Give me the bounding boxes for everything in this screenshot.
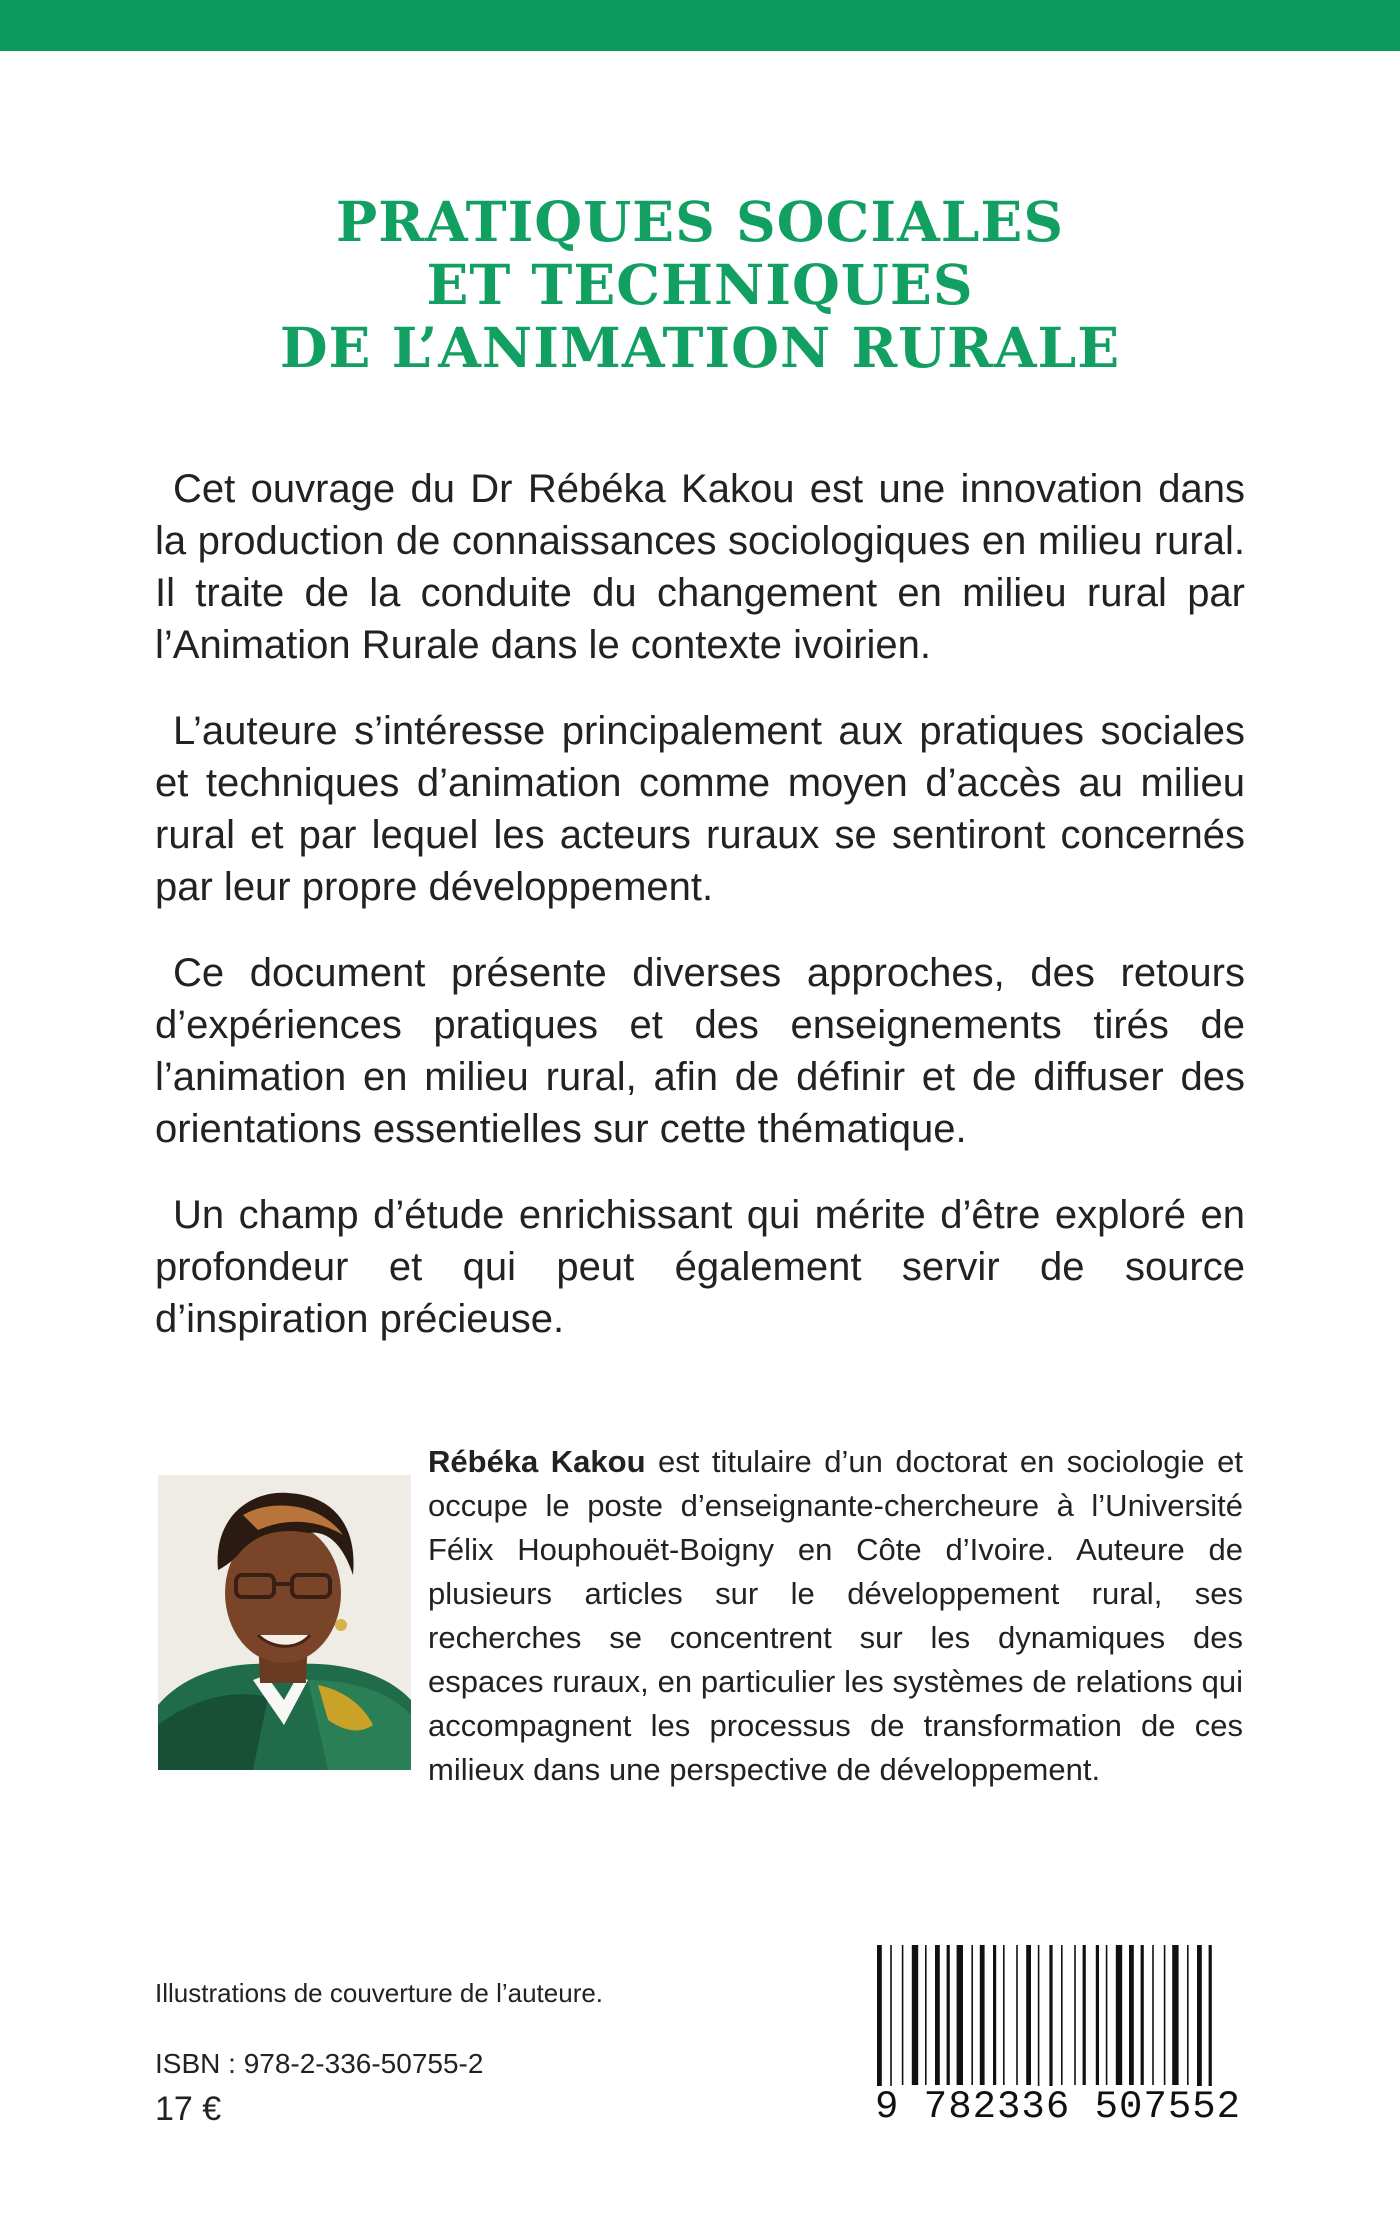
blurb-paragraph-1: Cet ouvrage du Dr Rébéka Kakou est une innovation dans la production de connaissances sociologiques en milieu rural. Il traite de la conduite du changement en milieu rural par l’Animation Rurale dans le contexte ivoirien.	[155, 467, 1245, 667]
title-line-2: ET TECHNIQUES	[426, 252, 974, 317]
barcode-bar	[1016, 1945, 1018, 2085]
barcode-digits: 9 782336 507552	[875, 2086, 1245, 2128]
barcode-bar	[1164, 1945, 1166, 2085]
barcode-bar	[925, 1945, 927, 2085]
barcode-bar	[1187, 1945, 1189, 2085]
barcode-bar	[1074, 1945, 1076, 2085]
title-line-3: DE L’ANIMATION RURALE	[279, 315, 1121, 380]
barcode-bar	[1096, 1945, 1099, 2085]
back-cover-blurb	[155, 463, 1245, 1379]
barcode-bar	[1106, 1945, 1108, 2085]
barcode-bar	[935, 1945, 940, 2085]
author-portrait-illustration	[158, 1475, 411, 1770]
blurb-paragraph-3: Ce document présente diverses approches, des retours d’expériences pratiques et des enseignements tirés de l’animation en milieu rural, afin de définir et de diffuser des orientations essentielles sur cette thématique.	[155, 951, 1245, 1151]
barcode-bar	[1116, 1945, 1122, 2085]
barcode-bar	[1061, 1945, 1063, 2085]
barcode-bar	[1152, 1945, 1154, 2085]
barcode-bar	[902, 1945, 904, 2085]
barcode-bar	[957, 1945, 963, 2085]
author-photo	[158, 1475, 411, 1770]
barcode-bar	[993, 1945, 996, 2085]
top-green-band	[0, 0, 1400, 51]
barcode-bar	[1129, 1945, 1134, 2085]
blurb-paragraph-2: L’auteure s’intéresse principalement aux pratiques sociales et techniques d’animation comme moyen d’accès au milieu rural et par lequel les acteurs ruraux se sentiront concernés par leur propre développement.	[155, 709, 1245, 909]
isbn: ISBN : 978-2-336-50755-2	[155, 2048, 484, 2079]
illustration-credits: Illustrations de couverture de l’auteure.	[155, 1978, 604, 2008]
author-bio	[428, 1440, 1243, 1792]
book-title	[0, 190, 1400, 379]
barcode-bar	[1172, 1945, 1178, 2085]
barcode-bar	[947, 1945, 950, 2085]
barcode-bar	[1003, 1945, 1005, 2085]
price: 17 €	[155, 2090, 222, 2128]
barcode-bar	[980, 1945, 985, 2085]
barcode-bar	[971, 1945, 973, 2085]
barcode-bar	[1026, 1945, 1031, 2085]
author-bio-text: est titulaire d’un doctorat en sociologie et occupe le poste d’enseignante-chercheure à l’Université Félix Houphouët-Boigny en Côte d’Ivoire. Auteure de plusieurs articles sur le développement rural, ses recherches se concentrent sur les dynamiques des espaces ruraux, en particulier les systèmes de relations qui accompagnent les processus de transformation de ces milieux dans une perspective de développement.	[428, 1444, 1243, 1787]
title-line-1: PRATIQUES SOCIALES	[335, 189, 1065, 254]
author-name: Rébéka Kakou	[428, 1444, 646, 1479]
barcode-bar	[1141, 1945, 1144, 2085]
barcode-bar	[1083, 1945, 1086, 2085]
blurb-paragraph-4: Un champ d’étude enrichissant qui mérite d’être exploré en profondeur et qui peut également servir de source d’inspiration précieuse.	[155, 1193, 1245, 1341]
barcode-bar	[912, 1945, 918, 2085]
